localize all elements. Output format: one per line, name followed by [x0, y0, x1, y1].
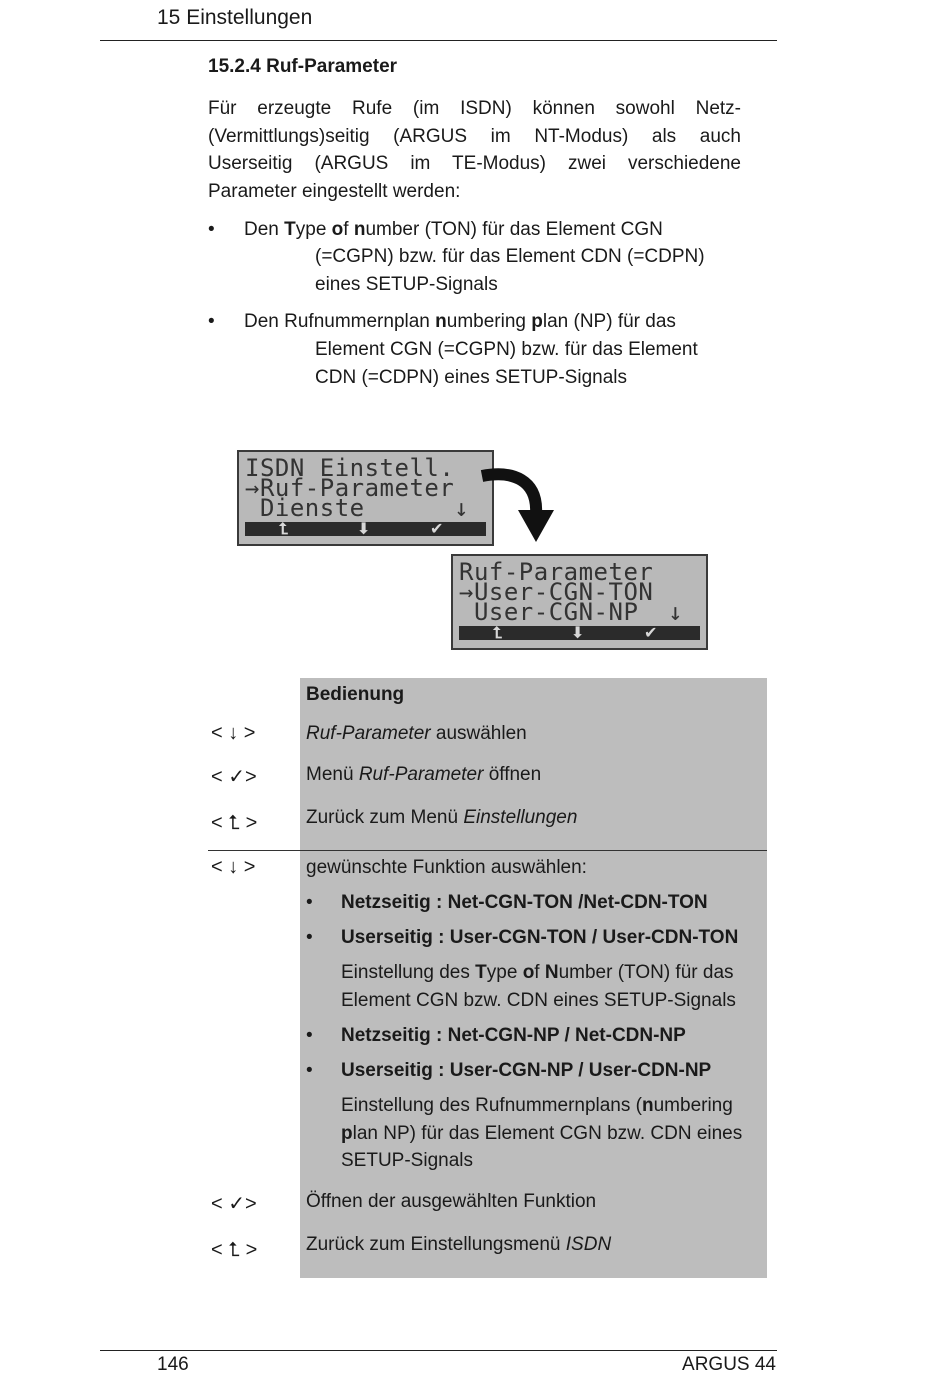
text: öffnen: [483, 764, 542, 785]
table-divider: [208, 850, 767, 851]
text: umber (TON) für das Element CGN: [365, 219, 663, 240]
bullet-line-2: Element CGN (=CGPN) bzw. für das Element: [315, 339, 698, 360]
text: Einstellung des: [341, 962, 476, 983]
curved-arrow-icon: [478, 468, 558, 548]
intro-paragraph: [208, 95, 741, 205]
key-confirm: < ✓>: [211, 766, 257, 788]
text: Ruf-Parameter: [358, 764, 484, 785]
text: n: [353, 219, 366, 240]
text: o: [522, 962, 535, 983]
text: n: [435, 311, 447, 332]
lcd-softkey-bar: [245, 519, 486, 538]
down-icon: ⬇: [357, 519, 371, 538]
bullet-line-1: [244, 219, 663, 241]
text: T: [475, 962, 487, 983]
back-icon: ⮤: [279, 519, 289, 538]
text: ISDN: [565, 1234, 612, 1255]
text: Zurück zum Einstellungsmenü: [306, 1234, 566, 1255]
np-description: [341, 1092, 766, 1175]
text: p: [531, 311, 543, 332]
intro-line: Parameter eingestellt werden:: [208, 180, 461, 202]
text: ype: [486, 962, 523, 983]
bullet-line-3: CDN (=CDPN) eines SETUP-Signals: [315, 367, 627, 388]
intro-line: Für erzeugte Rufe (im ISDN) können sowohl Netz-: [208, 98, 741, 119]
text: Einstellung des Rufnummernplans (: [341, 1095, 642, 1116]
desc-line: Element CGN bzw. CDN eines SETUP-Signals: [341, 989, 736, 1011]
text: lan (NP) für das: [542, 311, 676, 332]
lcd-line: ISDN Einstell.: [245, 454, 455, 482]
option-label: Netzseitig : Net-CGN-NP / Net-CDN-NP: [341, 1025, 686, 1046]
page-number: 146: [157, 1354, 189, 1375]
intro-line: Userseitig (ARGUS im TE-Modus) zwei verschiedene: [208, 153, 741, 174]
text: f: [534, 962, 545, 983]
row-select-ruf-parameter: [306, 723, 527, 745]
row-open-menu: [306, 764, 541, 786]
text: Den: [244, 219, 285, 240]
lcd-screen-ruf-parameter: [451, 554, 708, 650]
down-icon: ⬇: [571, 623, 585, 642]
text: f: [343, 219, 354, 240]
product-name: ARGUS 44: [682, 1354, 776, 1375]
key-back: < ⮤ >: [211, 1239, 258, 1261]
option-label: Userseitig : User-CGN-TON / User-CDN-TON: [341, 927, 739, 948]
text: ype: [295, 219, 332, 240]
bullet-dot: •: [306, 892, 313, 913]
operation-heading: Bedienung: [306, 684, 405, 705]
key-down: < ↓ >: [211, 722, 256, 744]
bullet-line-2: (=CGPN) bzw. für das Element CDN (=CDPN): [315, 246, 705, 267]
row-back-einstellungen: [306, 807, 577, 829]
text: Einstellungen: [463, 807, 578, 828]
option-label: Userseitig : User-CGN-NP / User-CDN-NP: [341, 1060, 712, 1081]
lcd-line: →User-CGN-TON: [459, 578, 654, 606]
key-confirm: < ✓>: [211, 1193, 257, 1215]
desc-line: SETUP-Signals: [341, 1150, 473, 1171]
text: N: [544, 962, 559, 983]
lcd-line: User-CGN-NP ↓: [459, 598, 684, 626]
key-back: < ⮤ >: [211, 812, 258, 834]
lcd-line: Ruf-Parameter: [459, 558, 654, 586]
bullet-dot: •: [208, 311, 215, 332]
lcd-screen-isdn: [237, 450, 494, 546]
text: n: [642, 1095, 654, 1116]
text: Ruf-Parameter: [306, 723, 431, 744]
bullet-dot: •: [306, 927, 313, 948]
text: Den Rufnummernplan: [244, 311, 436, 332]
ton-description: [341, 959, 766, 1014]
back-icon: ⮤: [493, 623, 503, 642]
text: umber (TON) für das: [558, 962, 734, 983]
lcd-softkey-bar: [459, 623, 700, 642]
text: lan NP) für das Element CGN bzw. CDN eines: [352, 1122, 743, 1144]
text: auswählen: [430, 723, 527, 744]
bullet-dot: •: [306, 1060, 313, 1081]
text: umbering: [653, 1095, 733, 1116]
intro-line: (Vermittlungs)seitig (ARGUS im NT-Modus) als auch: [208, 125, 741, 147]
bullet-line-3: eines SETUP-Signals: [315, 274, 498, 295]
text: T: [284, 219, 296, 240]
bullet-line-1: [244, 311, 676, 333]
bullet-dot: •: [208, 219, 215, 240]
header-rule: [100, 40, 777, 41]
text: Zurück zum Menü: [306, 807, 464, 828]
text: p: [341, 1122, 353, 1144]
desc-line: [341, 959, 766, 987]
text: o: [331, 219, 344, 240]
row-open-function: Öffnen der ausgewählten Funktion: [306, 1191, 597, 1212]
footer-rule: [100, 1350, 777, 1351]
desc-line: [341, 1120, 766, 1148]
bullet-dot: •: [306, 1025, 313, 1046]
key-down: < ↓ >: [211, 856, 256, 878]
chapter-header: 15 Einstellungen: [157, 6, 313, 29]
desc-line: [341, 1092, 766, 1120]
function-select-intro: gewünschte Funktion auswählen:: [306, 857, 587, 878]
check-icon: ✔: [430, 519, 444, 538]
section-title: 15.2.4 Ruf-Parameter: [208, 56, 398, 77]
text: Menü: [306, 764, 359, 785]
option-label: Netzseitig : Net-CGN-TON /Net-CDN-TON: [341, 892, 708, 913]
text: umbering: [446, 311, 532, 332]
check-icon: ✔: [644, 623, 658, 642]
lcd-line: Dienste ↓: [245, 494, 470, 522]
lcd-line: →Ruf-Parameter: [245, 474, 455, 502]
row-back-isdn: [306, 1234, 611, 1256]
